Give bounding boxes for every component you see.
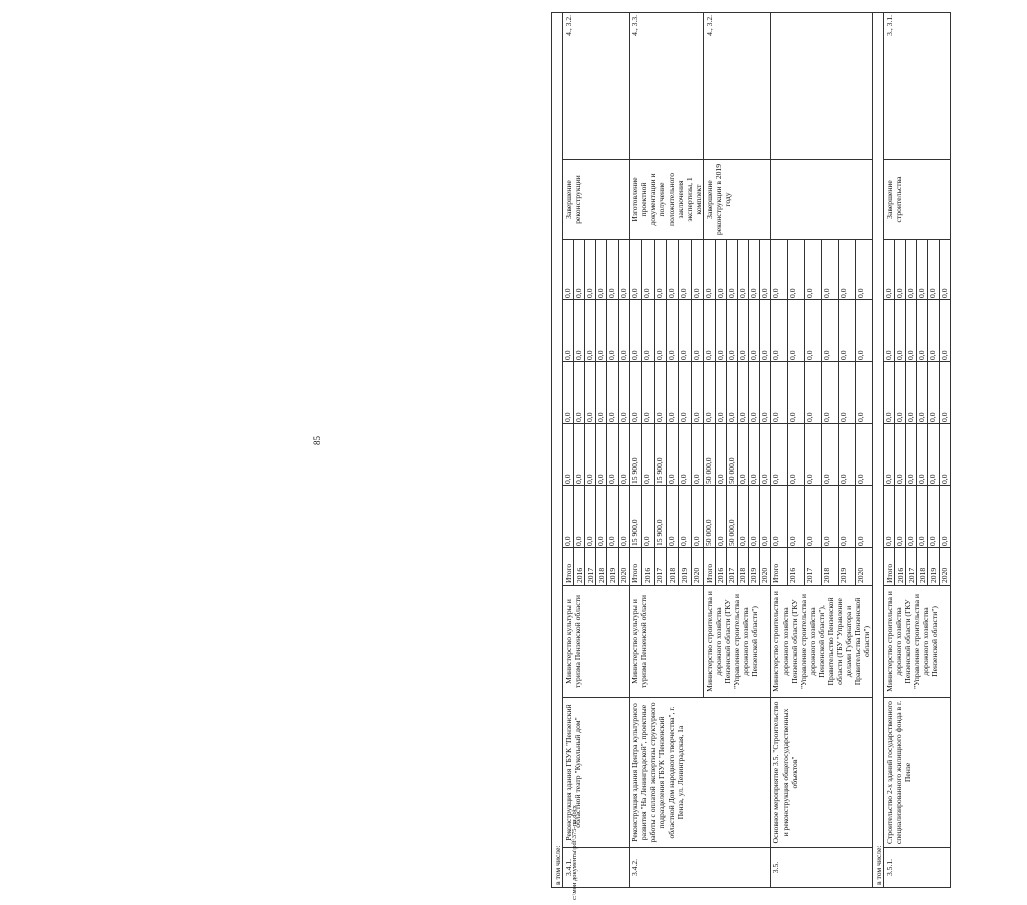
value-cell: 0,0 (748, 240, 759, 300)
value-cell: 0,0 (691, 424, 703, 486)
value-cell: 0,0 (704, 240, 715, 300)
value-cell: 0,0 (691, 486, 703, 548)
value-cell: 0,0 (642, 486, 654, 548)
value-cell: 0,0 (574, 300, 585, 362)
value-cell: 0,0 (667, 362, 679, 424)
value-cell: 0,0 (679, 486, 691, 548)
program-table (551, 13, 1027, 888)
value-cell: 0,0 (574, 362, 585, 424)
row-indicator: 4., 3.2. (704, 12, 771, 159)
value-cell: 0,0 (759, 240, 770, 300)
table-row (629, 12, 641, 887)
value-cell: 0,0 (618, 424, 629, 486)
year-cell: 2019 (838, 548, 855, 586)
value-cell: 0,0 (691, 240, 703, 300)
value-cell: 0,0 (895, 362, 906, 424)
value-cell: 0,0 (629, 300, 641, 362)
value-cell: 0,0 (574, 424, 585, 486)
value-cell: 0,0 (642, 240, 654, 300)
value-cell: 0,0 (906, 300, 917, 362)
year-cell: 2017 (804, 548, 821, 586)
value-cell: 15 900,0 (629, 424, 641, 486)
row-name: Реконструкция здания Центра культурного развития "На Ленинградской", проектные работы с оплатой экспертизы структурного подразделения ГБУК "Пензенский областной Дом народного творчества", г. Пенза, ул. Ленинградская, 1а (629, 698, 770, 848)
value-cell: 15 900,0 (654, 424, 666, 486)
value-cell: 0,0 (574, 486, 585, 548)
value-cell: 0,0 (821, 300, 838, 362)
footer-file-path: c:\мои документы\pdf\375-пп.docx (571, 805, 578, 900)
year-cell: 2018 (917, 548, 928, 586)
value-cell: 0,0 (667, 240, 679, 300)
value-cell: 0,0 (855, 486, 872, 548)
page-number: 85 (312, 436, 322, 445)
value-cell: 0,0 (748, 362, 759, 424)
value-cell: 0,0 (759, 424, 770, 486)
value-cell: 0,0 (759, 300, 770, 362)
value-cell: 0,0 (884, 486, 895, 548)
value-cell: 0,0 (895, 300, 906, 362)
value-cell: 0,0 (884, 424, 895, 486)
value-cell: 0,0 (737, 424, 748, 486)
value-cell: 15 900,0 (629, 486, 641, 548)
value-cell: 0,0 (770, 362, 787, 424)
value-cell: 0,0 (884, 300, 895, 362)
value-cell: 0,0 (759, 362, 770, 424)
value-cell: 0,0 (928, 240, 939, 300)
value-cell: 0,0 (585, 300, 596, 362)
value-cell: 0,0 (838, 424, 855, 486)
value-cell: 0,0 (928, 300, 939, 362)
row-result: Изготовление проектной документации и получение положительного заключения экспертизы, 1 комплект (629, 160, 704, 240)
year-cell: 2019 (928, 548, 939, 586)
value-cell: 0,0 (563, 240, 574, 300)
year-cell: 2020 (759, 548, 770, 586)
year-cell: 2019 (607, 548, 618, 586)
row-executor: Министерство культуры и туризма Пензенской области (563, 586, 630, 698)
row-result (770, 160, 872, 240)
value-cell: 50 000,0 (726, 486, 737, 548)
value-cell: 0,0 (563, 362, 574, 424)
value-cell: 0,0 (596, 240, 607, 300)
year-cell: Итого (770, 548, 787, 586)
value-cell: 0,0 (667, 486, 679, 548)
value-cell: 0,0 (596, 300, 607, 362)
year-cell: 2019 (679, 548, 691, 586)
value-cell: 0,0 (821, 240, 838, 300)
year-cell: 2017 (726, 548, 737, 586)
value-cell: 0,0 (906, 362, 917, 424)
year-cell: Итого (884, 548, 895, 586)
row-executor: Министерство строительства и дорожного хозяйства Пензенской области (ГКУ "Управление строительства и дорожного хозяйства Пензенской области") (704, 586, 771, 698)
value-cell: 0,0 (563, 300, 574, 362)
value-cell: 0,0 (737, 486, 748, 548)
value-cell: 0,0 (770, 300, 787, 362)
value-cell: 0,0 (715, 486, 726, 548)
value-cell: 0,0 (607, 240, 618, 300)
value-cell: 0,0 (838, 362, 855, 424)
value-cell: 0,0 (629, 240, 641, 300)
value-cell: 0,0 (679, 300, 691, 362)
value-cell: 0,0 (715, 424, 726, 486)
row-name: Строительство 2-х зданий государственного специализированного жилищного фонда в г. Пензе (884, 698, 951, 848)
value-cell: 0,0 (737, 362, 748, 424)
year-cell: 2018 (667, 548, 679, 586)
value-cell: 0,0 (928, 424, 939, 486)
value-cell: 0,0 (618, 240, 629, 300)
value-cell: 0,0 (939, 486, 950, 548)
value-cell: 0,0 (838, 300, 855, 362)
value-cell: 0,0 (642, 362, 654, 424)
value-cell: 0,0 (726, 240, 737, 300)
row-code: 3.4.1. (563, 848, 630, 888)
year-cell: 2016 (787, 548, 804, 586)
value-cell: 0,0 (726, 300, 737, 362)
year-cell: 2017 (906, 548, 917, 586)
in-that-row (552, 12, 563, 887)
value-cell: 0,0 (787, 300, 804, 362)
value-cell: 0,0 (737, 300, 748, 362)
value-cell: 0,0 (906, 240, 917, 300)
value-cell: 0,0 (804, 424, 821, 486)
value-cell: 0,0 (804, 240, 821, 300)
value-cell: 0,0 (563, 486, 574, 548)
year-cell: 2020 (855, 548, 872, 586)
row-executor: Министерство строительства и дорожного хозяйства Пензенской области (ГКУ "Управление строительства и дорожного хозяйства Пензенской области") (884, 586, 951, 698)
value-cell: 0,0 (787, 486, 804, 548)
value-cell: 0,0 (939, 362, 950, 424)
year-cell: 2020 (691, 548, 703, 586)
value-cell: 0,0 (770, 424, 787, 486)
row-indicator: 4., 3.3. (629, 12, 704, 159)
value-cell: 0,0 (726, 362, 737, 424)
value-cell: 0,0 (585, 424, 596, 486)
value-cell: 0,0 (917, 300, 928, 362)
value-cell: 0,0 (642, 300, 654, 362)
value-cell: 0,0 (618, 362, 629, 424)
value-cell: 0,0 (939, 240, 950, 300)
value-cell: 0,0 (748, 486, 759, 548)
year-cell: 2020 (939, 548, 950, 586)
value-cell: 0,0 (667, 424, 679, 486)
row-result: Завершение реконструкции (563, 160, 630, 240)
row-executor: Министерство строительства и дорожного хозяйства Пензенской области (ГКУ "Управление строительства и дорожного хозяйства Пензенской области"), Правительство Пензенской области (ГБУ "Управление делами Губернатора и Правительства Пензенской области") (770, 586, 872, 698)
value-cell: 0,0 (928, 486, 939, 548)
value-cell: 0,0 (704, 362, 715, 424)
value-cell: 0,0 (895, 424, 906, 486)
value-cell: 0,0 (895, 240, 906, 300)
value-cell: 0,0 (787, 424, 804, 486)
row-indicator: 4., 3.2. (563, 12, 630, 159)
value-cell: 0,0 (855, 362, 872, 424)
value-cell: 0,0 (770, 486, 787, 548)
value-cell: 0,0 (804, 300, 821, 362)
value-cell: 0,0 (855, 424, 872, 486)
row-executor: Министерство культуры и туризма Пензенской области (629, 586, 704, 698)
in-that-label: в том числе: (552, 12, 563, 887)
value-cell: 0,0 (654, 362, 666, 424)
value-cell: 0,0 (585, 240, 596, 300)
value-cell: 0,0 (804, 486, 821, 548)
value-cell: 0,0 (629, 362, 641, 424)
table-row (770, 12, 787, 887)
value-cell: 0,0 (917, 486, 928, 548)
row-code: 3.5. (770, 848, 872, 888)
value-cell: 0,0 (917, 362, 928, 424)
value-cell: 0,0 (642, 424, 654, 486)
value-cell: 0,0 (679, 240, 691, 300)
value-cell: 0,0 (748, 424, 759, 486)
value-cell: 0,0 (607, 424, 618, 486)
year-cell: 2018 (596, 548, 607, 586)
value-cell: 0,0 (607, 300, 618, 362)
value-cell: 0,0 (715, 362, 726, 424)
value-cell: 0,0 (928, 362, 939, 424)
value-cell: 0,0 (574, 240, 585, 300)
value-cell: 0,0 (654, 240, 666, 300)
value-cell: 0,0 (906, 424, 917, 486)
value-cell: 0,0 (855, 300, 872, 362)
table-row (563, 12, 574, 887)
row-indicator (770, 12, 872, 159)
value-cell: 50 000,0 (704, 486, 715, 548)
value-cell: 0,0 (585, 362, 596, 424)
value-cell: 0,0 (691, 300, 703, 362)
value-cell: 0,0 (715, 300, 726, 362)
value-cell: 0,0 (884, 362, 895, 424)
value-cell: 0,0 (596, 362, 607, 424)
row-indicator: 3., 3.1. (884, 12, 951, 159)
value-cell: 0,0 (607, 362, 618, 424)
value-cell: 0,0 (787, 240, 804, 300)
value-cell: 0,0 (939, 300, 950, 362)
value-cell: 0,0 (563, 424, 574, 486)
year-cell: 2016 (715, 548, 726, 586)
value-cell: 0,0 (804, 362, 821, 424)
value-cell: 0,0 (607, 486, 618, 548)
value-cell: 0,0 (704, 300, 715, 362)
year-cell: 2017 (585, 548, 596, 586)
value-cell: 0,0 (855, 240, 872, 300)
value-cell: 50 000,0 (726, 424, 737, 486)
row-code: 3.4.2. (629, 848, 770, 888)
value-cell: 0,0 (585, 486, 596, 548)
table-row (884, 12, 895, 887)
row-code: 3.5.1. (884, 848, 951, 888)
year-cell: 2018 (821, 548, 838, 586)
value-cell: 0,0 (906, 486, 917, 548)
value-cell: 0,0 (917, 424, 928, 486)
in-that-row (873, 12, 884, 887)
value-cell: 0,0 (770, 240, 787, 300)
row-result: Завершение строительства (884, 160, 951, 240)
value-cell: 50 000,0 (704, 424, 715, 486)
value-cell: 0,0 (821, 486, 838, 548)
year-cell: 2016 (574, 548, 585, 586)
value-cell: 0,0 (618, 300, 629, 362)
value-cell: 0,0 (679, 424, 691, 486)
value-cell: 0,0 (748, 300, 759, 362)
row-name: Основное мероприятие 3.5. "Строительство и реконструкция общегосударственных объектов" (770, 698, 872, 848)
value-cell: 0,0 (838, 486, 855, 548)
in-that-label: в том числе: (873, 12, 884, 887)
value-cell: 15 900,0 (654, 486, 666, 548)
row-result: Завершение реконструкции в 2019 году (704, 160, 771, 240)
value-cell: 0,0 (821, 362, 838, 424)
value-cell: 0,0 (618, 486, 629, 548)
value-cell: 0,0 (787, 362, 804, 424)
row-name: Реконструкция здания ГБУК "Пензенский областной театр "Кукольный дом" (563, 698, 630, 848)
value-cell: 0,0 (596, 424, 607, 486)
year-cell: Итого (704, 548, 715, 586)
value-cell: 0,0 (679, 362, 691, 424)
year-cell: 2016 (895, 548, 906, 586)
year-cell: 2016 (642, 548, 654, 586)
year-cell: 2017 (654, 548, 666, 586)
value-cell: 0,0 (759, 486, 770, 548)
value-cell: 0,0 (691, 362, 703, 424)
value-cell: 0,0 (821, 424, 838, 486)
financing-table (551, 12, 951, 888)
value-cell: 0,0 (596, 486, 607, 548)
year-cell: 2020 (618, 548, 629, 586)
year-cell: 2018 (737, 548, 748, 586)
value-cell: 0,0 (838, 240, 855, 300)
value-cell: 0,0 (917, 240, 928, 300)
value-cell: 0,0 (715, 240, 726, 300)
value-cell: 0,0 (654, 300, 666, 362)
value-cell: 0,0 (884, 240, 895, 300)
year-cell: Итого (563, 548, 574, 586)
value-cell: 0,0 (939, 424, 950, 486)
year-cell: Итого (629, 548, 641, 586)
value-cell: 0,0 (737, 240, 748, 300)
value-cell: 0,0 (667, 300, 679, 362)
value-cell: 0,0 (895, 486, 906, 548)
year-cell: 2019 (748, 548, 759, 586)
